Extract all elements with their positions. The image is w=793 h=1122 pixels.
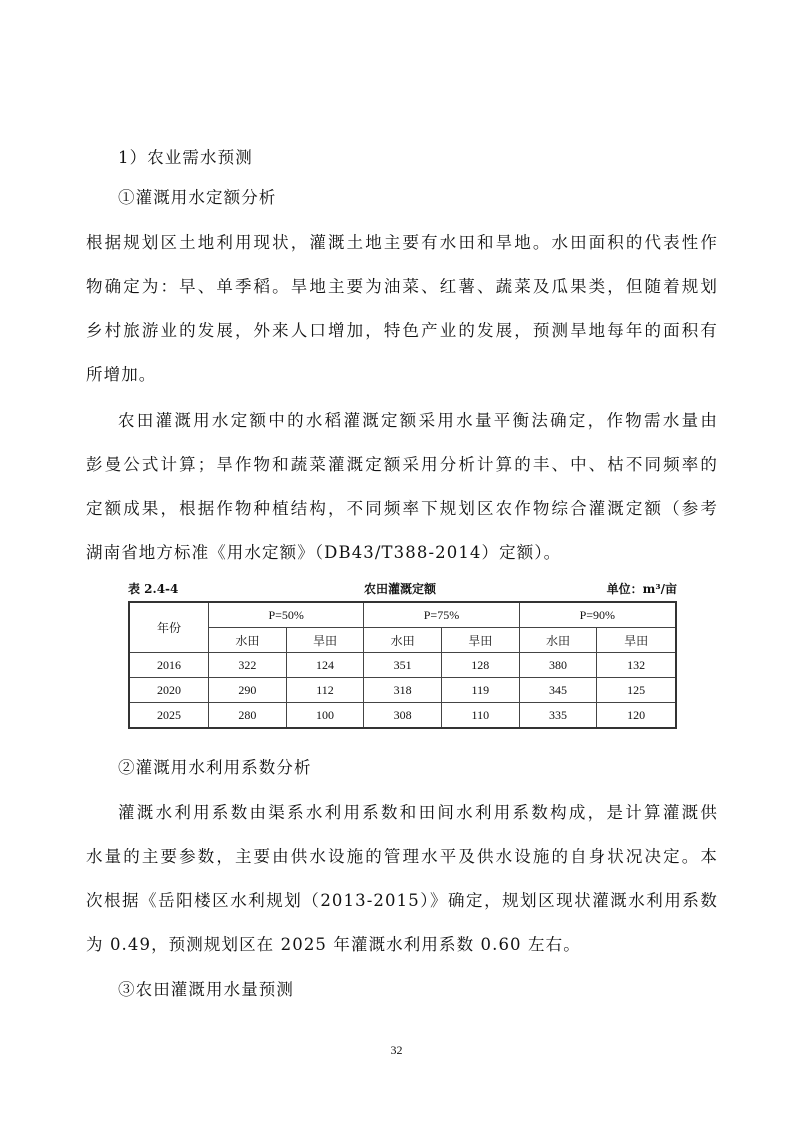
value-cell: 124 [286, 653, 364, 678]
value-cell: 110 [441, 703, 519, 729]
paragraph-line: 次根据《岳阳楼区水利规划（2013-2015）》确定，规划区现状灌溉水利用系数 [86, 891, 718, 910]
value-cell: 351 [364, 653, 442, 678]
page-number: 32 [390, 1043, 403, 1057]
subsection-heading-2: ②灌溉用水利用系数分析 [118, 758, 312, 777]
year-cell: 2020 [129, 678, 209, 703]
subheader: 水田 [209, 628, 287, 653]
paragraph-line: 物确定为：早、单季稻。旱地主要为油菜、红薯、蔬菜及瓜果类，但随着规划 [86, 277, 718, 296]
year-cell: 2025 [129, 703, 209, 729]
paragraph-line: 彭曼公式计算；旱作物和蔬菜灌溉定额采用分析计算的丰、中、枯不同频率的 [86, 455, 718, 474]
value-cell: 380 [519, 653, 597, 678]
value-cell: 335 [519, 703, 597, 729]
paragraph-line: 根据规划区土地利用现状，灌溉土地主要有水田和旱地。水田面积的代表性作 [86, 233, 718, 252]
value-cell: 345 [519, 678, 597, 703]
irrigation-quota-table [128, 601, 677, 729]
table-header-row [129, 602, 676, 628]
table-row [129, 653, 676, 678]
value-cell: 132 [597, 653, 676, 678]
group-header: P=50% [209, 602, 364, 628]
table-unit: 单位：m³/亩 [606, 582, 677, 596]
paragraph-line: 农田灌溉用水定额中的水稻灌溉定额采用水量平衡法确定，作物需水量由 [118, 411, 718, 430]
section-heading: 1）农业需水预测 [118, 148, 253, 167]
group-header: P=90% [519, 602, 676, 628]
subsection-heading-3: ③农田灌溉用水量预测 [118, 980, 294, 999]
table-row [129, 678, 676, 703]
value-cell: 112 [286, 678, 364, 703]
value-cell: 100 [286, 703, 364, 729]
subsection-heading-1: ①灌溉用水定额分析 [118, 188, 277, 207]
paragraph-line: 为 0.49，预测规划区在 2025 年灌溉水利用系数 0.60 左右。 [86, 935, 581, 954]
subheader: 水田 [364, 628, 442, 653]
value-cell: 280 [209, 703, 287, 729]
table-row [129, 703, 676, 729]
table-number: 表 2.4-4 [128, 582, 179, 596]
year-header: 年份 [129, 602, 209, 653]
value-cell: 128 [441, 653, 519, 678]
value-cell: 308 [364, 703, 442, 729]
paragraph-line: 灌溉水利用系数由渠系水利用系数和田间水利用系数构成，是计算灌溉供 [118, 803, 718, 822]
table-title: 农田灌溉定额 [363, 582, 436, 596]
subheader: 旱田 [286, 628, 364, 653]
group-header: P=75% [364, 602, 519, 628]
year-cell: 2016 [129, 653, 209, 678]
value-cell: 290 [209, 678, 287, 703]
value-cell: 125 [597, 678, 676, 703]
value-cell: 322 [209, 653, 287, 678]
value-cell: 318 [364, 678, 442, 703]
paragraph-line: 水量的主要参数，主要由供水设施的管理水平及供水设施的自身状况决定。本 [86, 847, 718, 866]
subheader: 水田 [519, 628, 597, 653]
subheader: 旱田 [441, 628, 519, 653]
subheader: 旱田 [597, 628, 676, 653]
paragraph-line: 所增加。 [86, 365, 157, 384]
paragraph-line: 定额成果，根据作物种植结构，不同频率下规划区农作物综合灌溉定额（参考 [86, 499, 718, 518]
paragraph-line: 乡村旅游业的发展，外来人口增加，特色产业的发展，预测旱地每年的面积有 [86, 321, 718, 340]
value-cell: 119 [441, 678, 519, 703]
value-cell: 120 [597, 703, 676, 729]
table-subheader-row [129, 628, 676, 653]
paragraph-line: 湖南省地方标准《用水定额》（DB43/T388-2014）定额）。 [86, 543, 562, 562]
